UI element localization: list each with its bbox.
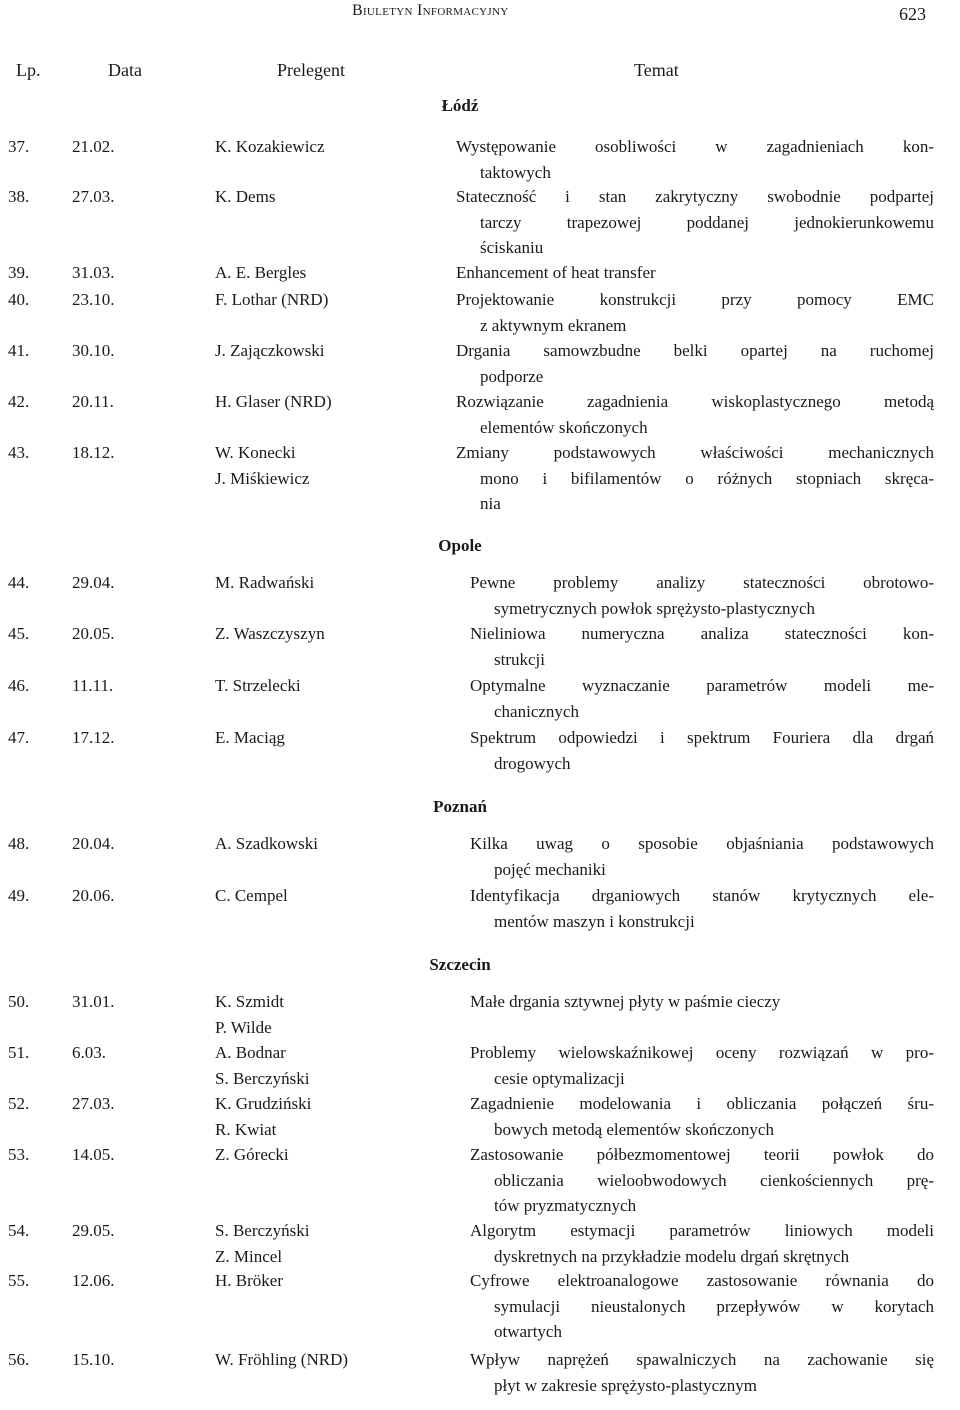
row-number: 41. bbox=[8, 341, 30, 360]
topic-line: Występowanie osobliwości w zagadnieniach kon- bbox=[456, 137, 934, 156]
row-date: 31.01. bbox=[72, 992, 115, 1011]
row-topic bbox=[470, 883, 934, 934]
topic-line: Drgania samowzbudne belki opartej na ruchomej bbox=[456, 341, 934, 360]
row-topic bbox=[470, 570, 934, 621]
presenter-name: K. Szmidt bbox=[215, 992, 284, 1011]
presenter-name: C. Cempel bbox=[215, 886, 288, 905]
row-number: 42. bbox=[8, 392, 30, 411]
row-presenters bbox=[215, 440, 435, 491]
running-header bbox=[0, 2, 960, 32]
row-number: 38. bbox=[8, 187, 30, 206]
row-presenters bbox=[215, 725, 435, 751]
row-topic bbox=[456, 440, 934, 517]
topic-line: otwartych bbox=[494, 1322, 562, 1341]
topic-line: strukcji bbox=[494, 649, 545, 669]
presenter-name: E. Maciąg bbox=[215, 728, 285, 747]
row-number: 37. bbox=[8, 137, 30, 156]
presenter-name: A. E. Bergles bbox=[215, 263, 307, 282]
topic-line: Rozwiązanie zagadnienia wiskoplastycznego metodą bbox=[456, 392, 934, 411]
topic-line: Pewne problemy analizy stateczności obrotowo- bbox=[470, 573, 934, 592]
presenter-name: K. Grudziński bbox=[215, 1094, 312, 1113]
row-number: 47. bbox=[8, 728, 30, 747]
row-date: 17.12. bbox=[72, 728, 115, 747]
topic-line: drogowych bbox=[494, 753, 571, 773]
presenter-name: A. Bodnar bbox=[215, 1043, 286, 1062]
topic-line: Zagadnienie modelowania i obliczania połączeń śru- bbox=[470, 1094, 934, 1113]
row-topic bbox=[456, 338, 934, 389]
row-date: 23.10. bbox=[72, 290, 115, 309]
presenter-name: H. Glaser (NRD) bbox=[215, 392, 332, 411]
row-number: 52. bbox=[8, 1094, 30, 1113]
row-number: 44. bbox=[8, 573, 30, 592]
row-presenters bbox=[215, 1091, 435, 1142]
presenter-name: W. Konecki bbox=[215, 443, 296, 462]
topic-line: chanicznych bbox=[494, 701, 579, 721]
row-presenters bbox=[215, 1268, 435, 1294]
row-topic bbox=[470, 621, 934, 672]
row-number: 50. bbox=[8, 992, 30, 1011]
row-presenters bbox=[215, 1218, 435, 1269]
topic-line: Projektowanie konstrukcji przy pomocy EMC bbox=[456, 290, 934, 309]
row-number: 54. bbox=[8, 1221, 30, 1240]
row-topic bbox=[470, 725, 934, 776]
row-number: 48. bbox=[8, 834, 30, 853]
presenter-name: K. Kozakiewicz bbox=[215, 137, 325, 156]
row-date: 31.03. bbox=[72, 263, 115, 282]
column-header-topic: Temat bbox=[634, 60, 679, 80]
row-topic bbox=[470, 1347, 934, 1398]
topic-line: Małe drgania sztywnej płyty w paśmie cieczy bbox=[470, 992, 781, 1011]
row-date: 20.05. bbox=[72, 624, 115, 643]
row-date: 29.05. bbox=[72, 1221, 115, 1240]
row-presenters bbox=[215, 1142, 435, 1168]
row-topic bbox=[456, 389, 934, 440]
presenter-name: J. Miśkiewicz bbox=[215, 468, 310, 488]
section-title: Poznań bbox=[433, 797, 487, 816]
row-number: 53. bbox=[8, 1145, 30, 1164]
section-title: Łódź bbox=[441, 96, 479, 115]
row-topic bbox=[470, 1091, 934, 1142]
row-date: 27.03. bbox=[72, 1094, 115, 1113]
topic-line: Identyfikacja drganiowych stanów krytycznych ele- bbox=[470, 886, 934, 905]
column-header-presenter: Prelegent bbox=[277, 60, 345, 80]
topic-line: tów pryzmatycznych bbox=[494, 1196, 637, 1215]
topic-line: obliczania wieloobwodowych cienkościennych prę- bbox=[494, 1170, 934, 1190]
topic-line: Algorytm estymacji parametrów liniowych modeli bbox=[470, 1221, 934, 1240]
topic-line: Kilka uwag o sposobie objaśniania podstawowych bbox=[470, 834, 934, 853]
presenter-name: S. Berczyński bbox=[215, 1221, 310, 1240]
presenter-name: T. Strzelecki bbox=[215, 676, 301, 695]
presenter-name: S. Berczyński bbox=[215, 1068, 310, 1088]
row-date: 6.03. bbox=[72, 1043, 106, 1062]
row-presenters bbox=[215, 570, 435, 596]
row-date: 30.10. bbox=[72, 341, 115, 360]
row-number: 56. bbox=[8, 1350, 30, 1369]
topic-line: Enhancement of heat transfer bbox=[456, 263, 656, 282]
row-topic bbox=[456, 184, 934, 261]
topic-line: Zmiany podstawowych właściwości mechanicznych bbox=[456, 443, 934, 462]
row-presenters bbox=[215, 389, 435, 415]
row-topic bbox=[470, 673, 934, 724]
row-presenters bbox=[215, 883, 435, 909]
row-topic bbox=[470, 1218, 934, 1269]
presenter-name: F. Lothar (NRD) bbox=[215, 290, 329, 309]
topic-line: taktowych bbox=[480, 162, 551, 182]
row-date: 29.04. bbox=[72, 573, 115, 592]
row-presenters bbox=[215, 134, 435, 160]
topic-line: nia bbox=[480, 494, 501, 513]
topic-line: z aktywnym ekranem bbox=[480, 315, 627, 335]
page-number: 623 bbox=[899, 4, 926, 24]
topic-line: płyt w zakresie sprężysto-plastycznym bbox=[494, 1375, 757, 1395]
row-presenters bbox=[215, 621, 435, 647]
row-topic bbox=[470, 989, 934, 1015]
topic-line: tarczy trapezowej poddanej jednokierunkowemu bbox=[480, 212, 934, 232]
row-presenters bbox=[215, 338, 435, 364]
row-date: 15.10. bbox=[72, 1350, 115, 1369]
presenter-name: H. Bröker bbox=[215, 1271, 283, 1290]
topic-line: Nieliniowa numeryczna analiza stateczności kon- bbox=[470, 624, 934, 643]
row-topic bbox=[456, 287, 934, 338]
row-number: 55. bbox=[8, 1271, 30, 1290]
row-topic bbox=[470, 1268, 934, 1345]
row-topic bbox=[456, 260, 934, 286]
row-number: 40. bbox=[8, 290, 30, 309]
topic-line: symetrycznych powłok sprężysto-plastycznych bbox=[494, 598, 816, 618]
row-topic bbox=[470, 831, 934, 882]
topic-line: mentów maszyn i konstrukcji bbox=[494, 911, 695, 931]
presenter-name: Z. Waszczyszyn bbox=[215, 624, 325, 643]
presenter-name: W. Fröhling (NRD) bbox=[215, 1350, 349, 1369]
row-presenters bbox=[215, 184, 435, 210]
presenter-name: P. Wilde bbox=[215, 1017, 272, 1037]
section-title: Opole bbox=[438, 536, 482, 555]
row-presenters bbox=[215, 1040, 435, 1091]
section-title: Szczecin bbox=[429, 955, 491, 974]
presenter-name: Z. Górecki bbox=[215, 1145, 289, 1164]
topic-line: elementów skończonych bbox=[480, 417, 648, 437]
topic-line: bowych metodą elementów skończonych bbox=[494, 1119, 774, 1139]
row-date: 11.11. bbox=[72, 676, 114, 695]
row-date: 20.04. bbox=[72, 834, 115, 853]
row-number: 51. bbox=[8, 1043, 30, 1062]
presenter-name: A. Szadkowski bbox=[215, 834, 318, 853]
row-presenters bbox=[215, 673, 435, 699]
row-number: 49. bbox=[8, 886, 30, 905]
topic-line: Wpływ naprężeń spawalniczych na zachowanie się bbox=[470, 1350, 934, 1369]
column-header-date: Data bbox=[108, 60, 142, 80]
topic-line: Stateczność i stan zakrytyczny swobodnie podpartej bbox=[456, 187, 934, 206]
row-presenters bbox=[215, 831, 435, 857]
presenter-name: J. Zajączkowski bbox=[215, 341, 325, 360]
row-date: 14.05. bbox=[72, 1145, 115, 1164]
row-presenters bbox=[215, 260, 435, 286]
row-presenters bbox=[215, 989, 435, 1040]
row-presenters bbox=[215, 1347, 435, 1373]
row-number: 39. bbox=[8, 263, 30, 282]
row-number: 43. bbox=[8, 443, 30, 462]
row-topic bbox=[470, 1040, 934, 1091]
row-date: 27.03. bbox=[72, 187, 115, 206]
presenter-name: M. Radwański bbox=[215, 573, 315, 592]
topic-line: Problemy wielowskaźnikowej oceny rozwiązań w pro- bbox=[470, 1043, 934, 1062]
topic-line: Zastosowanie półbezmomentowej teorii powłok do bbox=[470, 1145, 934, 1164]
topic-line: ściskaniu bbox=[480, 238, 544, 257]
row-date: 18.12. bbox=[72, 443, 115, 462]
column-header-lp: Lp. bbox=[16, 60, 41, 80]
topic-line: dyskretnych na przykładzie modelu drgań skrętnych bbox=[494, 1246, 850, 1266]
presenter-name: Z. Mincel bbox=[215, 1246, 283, 1266]
row-number: 45. bbox=[8, 624, 30, 643]
topic-line: podporze bbox=[480, 366, 544, 386]
row-number: 46. bbox=[8, 676, 30, 695]
row-date: 12.06. bbox=[72, 1271, 115, 1290]
running-title: Biuletyn Informacyjny bbox=[352, 2, 509, 19]
row-date: 21.02. bbox=[72, 137, 115, 156]
topic-line: mono i bifilamentów o różnych stopniach skręca- bbox=[480, 468, 934, 488]
row-topic bbox=[470, 1142, 934, 1219]
row-presenters bbox=[215, 287, 435, 313]
topic-line: cesie optymalizacji bbox=[494, 1068, 625, 1088]
row-date: 20.06. bbox=[72, 886, 115, 905]
row-topic bbox=[456, 134, 934, 185]
topic-line: Spektrum odpowiedzi i spektrum Fouriera dla drgań bbox=[470, 728, 934, 747]
topic-line: Optymalne wyznaczanie parametrów modeli me- bbox=[470, 676, 934, 695]
topic-line: pojęć mechaniki bbox=[494, 859, 606, 879]
presenter-name: K. Dems bbox=[215, 187, 276, 206]
presenter-name: R. Kwiat bbox=[215, 1119, 277, 1139]
topic-line: symulacji nieustalonych przepływów w korytach bbox=[494, 1296, 934, 1316]
row-date: 20.11. bbox=[72, 392, 114, 411]
topic-line: Cyfrowe elektroanalogowe zastosowanie równania do bbox=[470, 1271, 934, 1290]
